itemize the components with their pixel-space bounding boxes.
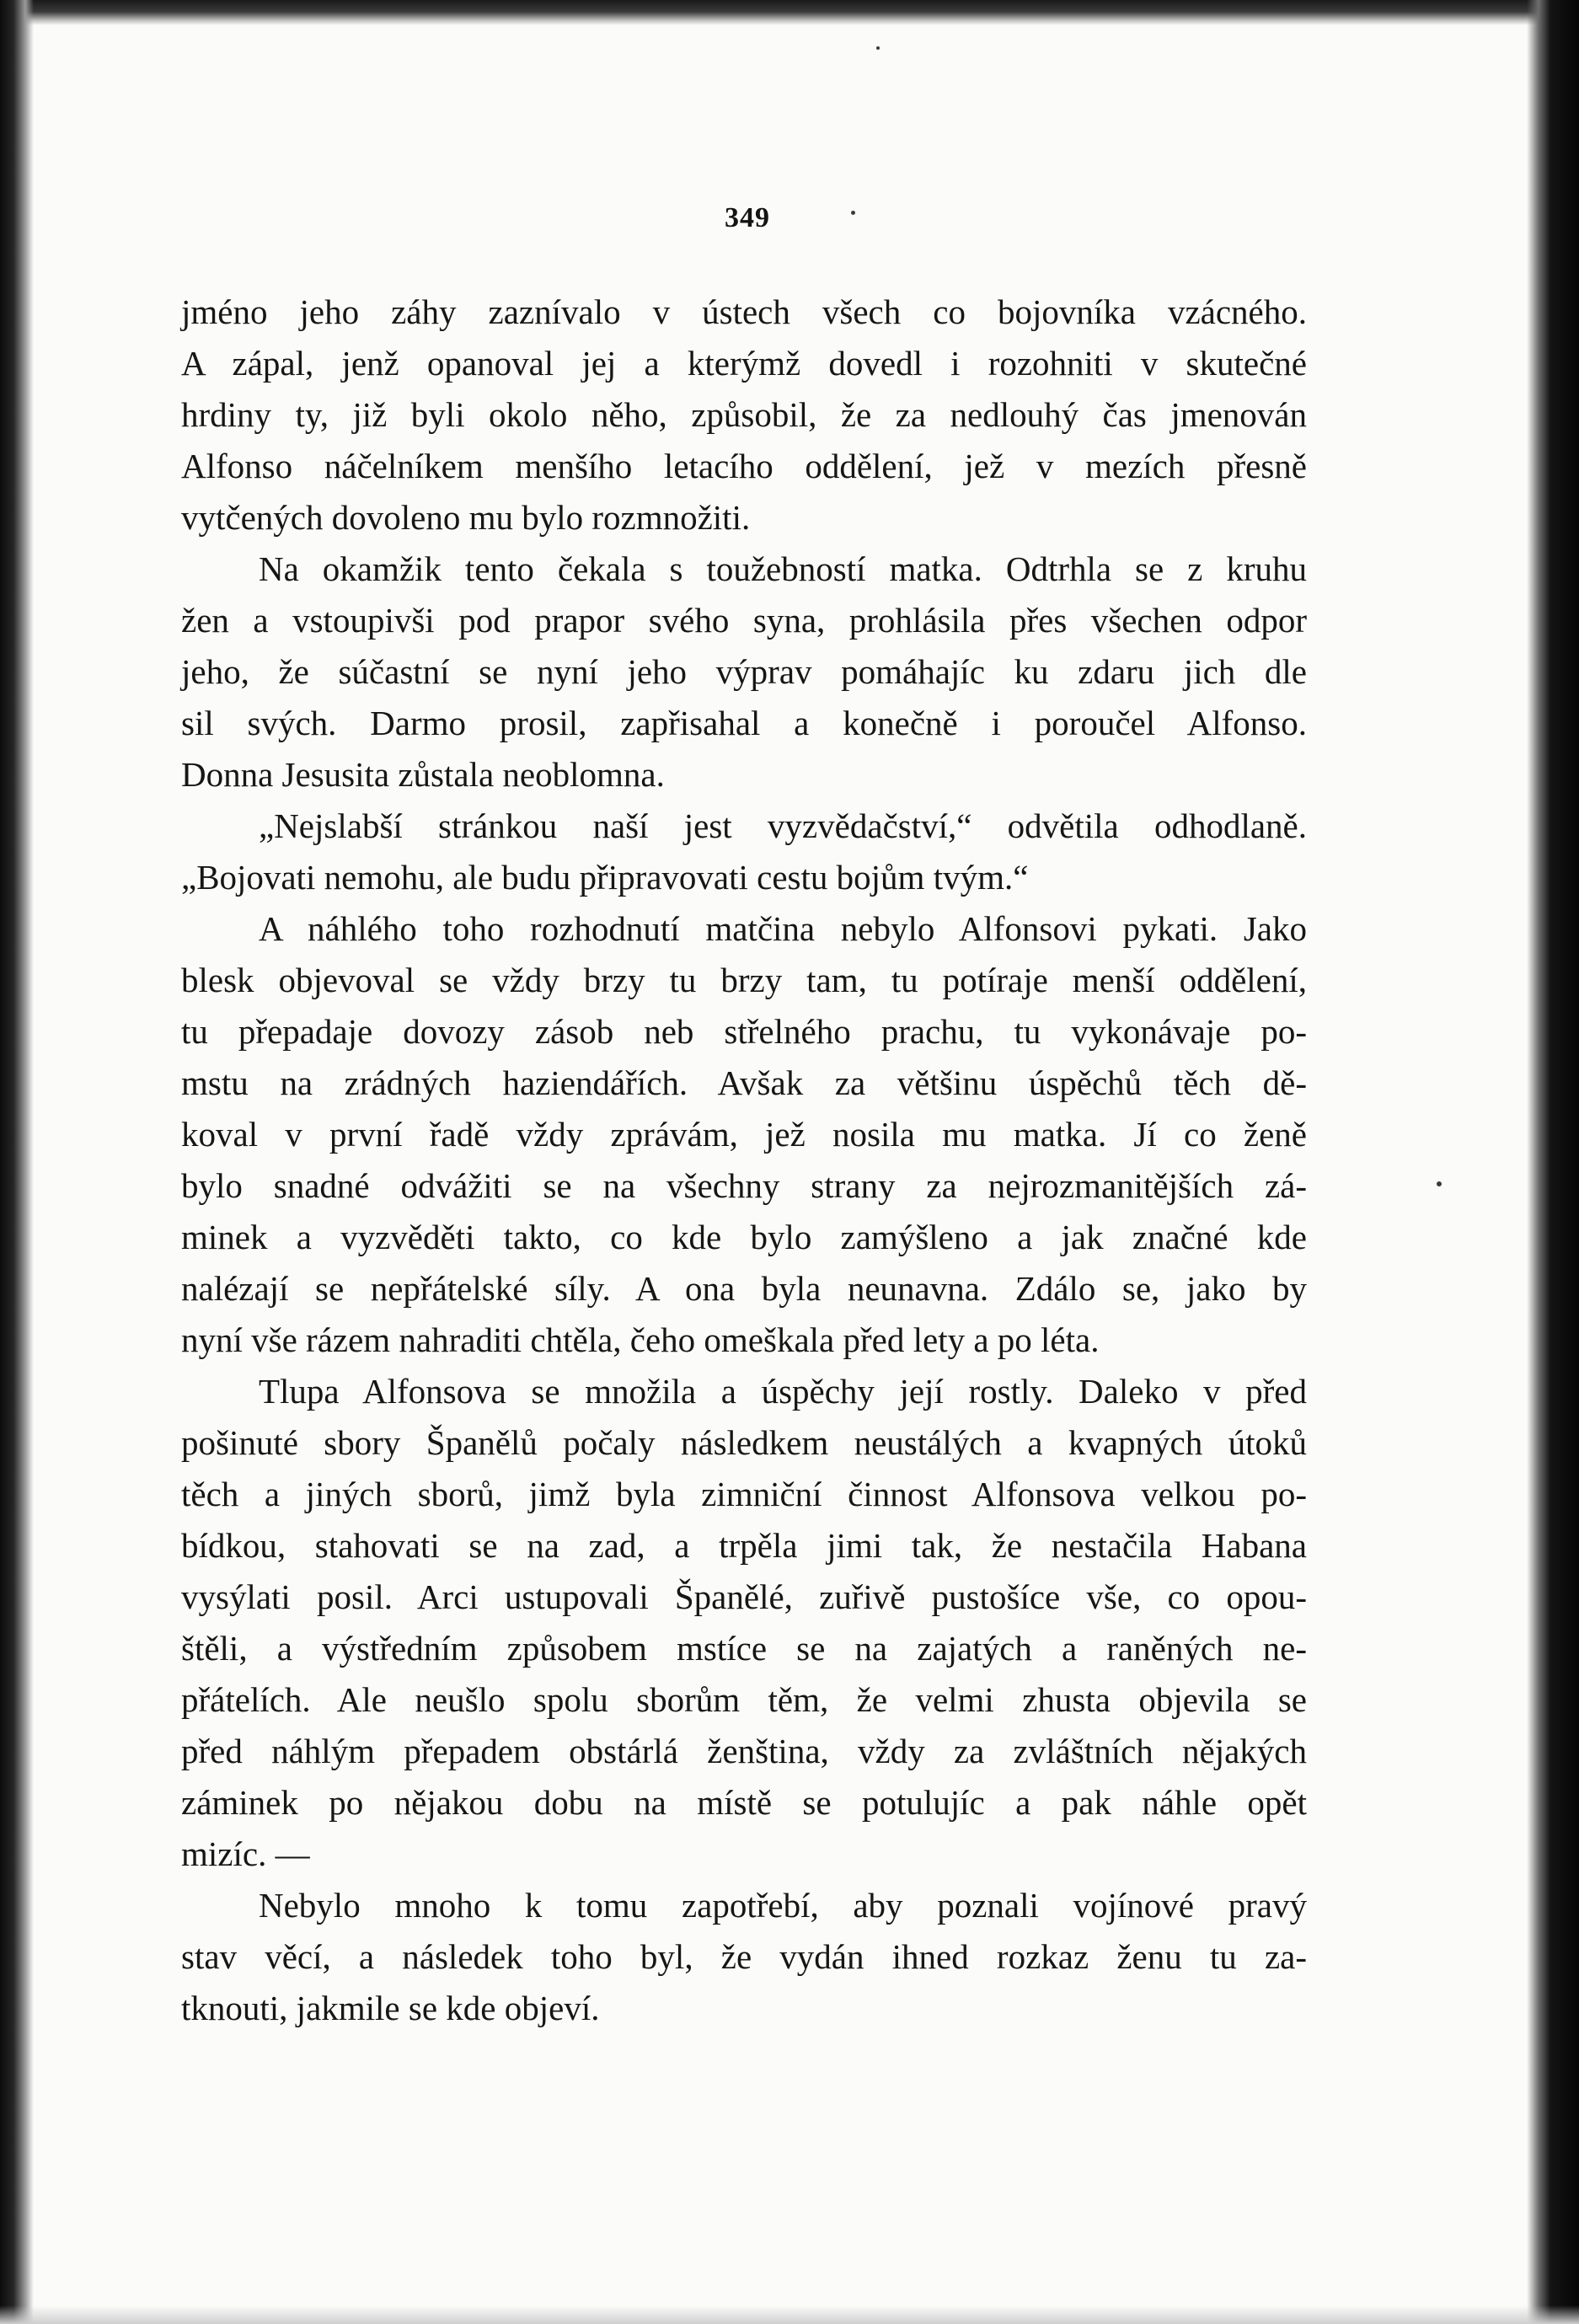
text-line: Tlupa Alfonsova se množila a úspěchy její rostly. Daleko v před xyxy=(259,1372,1307,1411)
text-line: sil svých. Darmo prosil, zapřisahal a konečně i poroučel Alfonso. xyxy=(181,704,1307,742)
scan-border-bottom xyxy=(0,2305,1579,2324)
text-line: těch a jiných sborů, jimž byla zimniční činnost Alfonsova velkou po- xyxy=(181,1475,1307,1513)
text-line: Alfonso náčelníkem menšího letacího oddělení, jež v mezích přesně xyxy=(181,447,1307,485)
scan-border-top xyxy=(0,0,1579,25)
text-line: bídkou, stahovati se na zad, a trpěla jimi tak, že nestačila Habana xyxy=(181,1526,1307,1565)
text-line: Nebylo mnoho k tomu zapotřebí, aby poznali vojínové pravý xyxy=(259,1886,1307,1925)
text-line: přátelích. Ale neušlo spolu sborům těm, že velmi zhusta objevila se xyxy=(181,1680,1307,1719)
text-line: tknouti, jakmile se kde objeví. xyxy=(181,1989,600,2027)
text-line: žen a vstoupivši pod prapor svého syna, prohlásila přes všechen odpor xyxy=(181,601,1307,640)
text-line: „Bojovati nemohu, ale budu připravovati cestu bojům tvým.“ xyxy=(181,858,1029,897)
scan-border-left xyxy=(0,0,34,2324)
text-line: pošinuté sbory Španělů počaly následkem neustálých a kvapných útoků xyxy=(181,1423,1307,1462)
text-line: „Nejslabší stránkou naší jest vyzvědačství,“ odvětila odhodlaně. xyxy=(259,806,1307,845)
paragraph xyxy=(181,1366,1307,1880)
text-line: A náhlého toho rozhodnutí matčina nebylo Alfonsovi pykati. Jako xyxy=(259,909,1307,948)
text-line: koval v první řadě vždy zprávám, jež nosila mu matka. Jí co ženě xyxy=(181,1115,1307,1154)
text-line: mizíc. — xyxy=(181,1834,310,1873)
text-line: Donna Jesusita zůstala neoblomna. xyxy=(181,755,665,794)
text-line: nalézají se nepřátelské síly. A ona byla neunavna. Zdálo se, jako by xyxy=(181,1269,1307,1308)
scan-border-right xyxy=(1527,0,1579,2324)
text-line: štěli, a výstředním způsobem mstíce se na zajatých a raněných ne- xyxy=(181,1629,1307,1668)
scan-speck xyxy=(876,46,880,50)
text-line: jeho, že súčastní se nyní jeho výprav pomáhajíc ku zdaru jich dle xyxy=(181,652,1307,691)
text-line: jméno jeho záhy zaznívalo v ústech všech co bojovníka vzácného. xyxy=(181,292,1307,331)
text-line: tu přepadaje dovozy zásob neb střelného prachu, tu vykonávaje po- xyxy=(181,1012,1307,1051)
paragraph xyxy=(181,801,1307,903)
page-number: 349 xyxy=(725,202,770,233)
body-text xyxy=(181,286,1307,2034)
scan-speck xyxy=(1437,1181,1442,1186)
text-line: nyní vše rázem nahraditi chtěla, čeho omeškala před lety a po léta. xyxy=(181,1320,1100,1359)
scan-speck xyxy=(851,211,855,215)
text-line: stav věcí, a následek toho byl, že vydán ihned rozkaz ženu tu za- xyxy=(181,1937,1307,1976)
text-line: blesk objevoval se vždy brzy tu brzy tam, tu potíraje menší oddělení, xyxy=(181,961,1307,999)
text-line: hrdiny ty, již byli okolo něho, způsobil, že za nedlouhý čas jmenován xyxy=(181,395,1307,434)
text-line: mstu na zrádných haziendářích. Avšak za většinu úspěchů těch dě- xyxy=(181,1063,1307,1102)
paragraph xyxy=(181,1880,1307,2034)
text-line: vytčených dovoleno mu bylo rozmnožiti. xyxy=(181,498,751,537)
paragraph xyxy=(181,903,1307,1366)
text-line: před náhlým přepadem obstárlá ženština, vždy za zvláštních nějakých xyxy=(181,1732,1307,1770)
paragraph xyxy=(181,544,1307,801)
paragraph xyxy=(181,286,1307,544)
text-line: Na okamžik tento čekala s toužebností matka. Odtrhla se z kruhu xyxy=(259,549,1307,588)
text-line: minek a vyzvěděti takto, co kde bylo zamýšleno a jak značné kde xyxy=(181,1218,1307,1256)
text-line: A zápal, jenž opanoval jej a kterýmž dovedl i rozohniti v skutečné xyxy=(181,344,1307,383)
text-line: bylo snadné odvážiti se na všechny strany za nejrozmanitějších zá- xyxy=(181,1166,1307,1205)
text-line: vysýlati posil. Arci ustupovali Španělé, zuřivě pustošíce vše, co opou- xyxy=(181,1577,1307,1616)
text-line: záminek po nějakou dobu na místě se potulujíc a pak náhle opět xyxy=(181,1783,1307,1822)
